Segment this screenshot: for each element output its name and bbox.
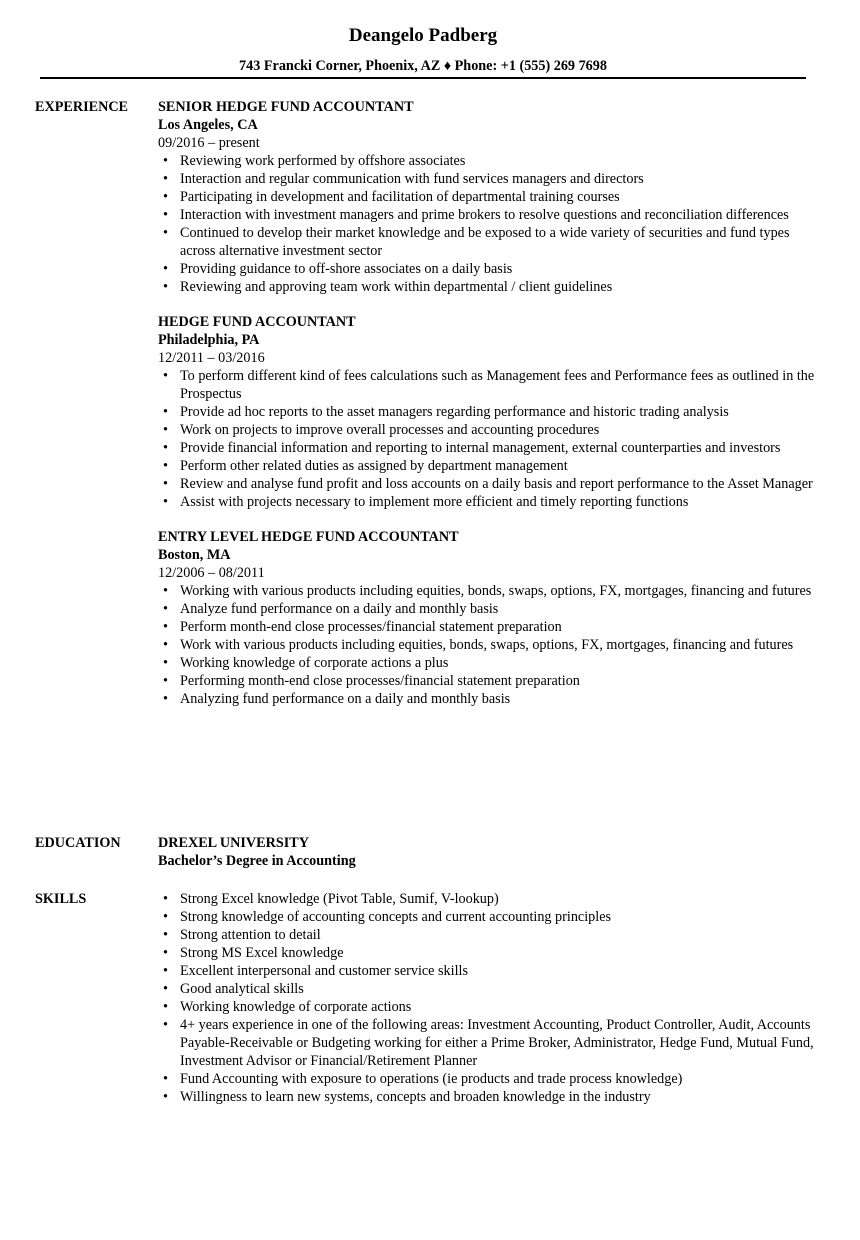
section-label-education: EDUCATION: [35, 835, 121, 851]
list-item: [158, 600, 818, 618]
bullet-icon: •: [163, 891, 168, 907]
school-name: DREXEL UNIVERSITY: [158, 835, 309, 851]
bullet-icon: •: [163, 207, 168, 223]
bullet-icon: •: [163, 655, 168, 671]
list-item-text: Participating in development and facilitation of departmental training courses: [180, 189, 620, 205]
job-bullets: [158, 367, 818, 511]
list-item-text: Analyze fund performance on a daily and monthly basis: [180, 601, 499, 617]
list-item-text: Working knowledge of corporate actions: [180, 999, 412, 1015]
bullet-icon: •: [163, 458, 168, 474]
bullet-icon: •: [163, 404, 168, 420]
bullet-icon: •: [163, 927, 168, 943]
list-item: [158, 1088, 818, 1106]
list-item: [158, 457, 818, 475]
list-item-text: Review and analyse fund profit and loss accounts on a daily basis and report performance to the Asset Manager: [180, 476, 813, 492]
list-item-text: Interaction and regular communication with fund services managers and directors: [180, 171, 644, 187]
bullet-icon: •: [163, 1017, 168, 1033]
degree: Bachelor’s Degree in Accounting: [158, 853, 356, 869]
job-location: Los Angeles, CA: [158, 117, 258, 133]
list-item: [158, 890, 818, 908]
list-item-text: Performing month-end close processes/financial statement preparation: [180, 673, 580, 689]
list-item-text: Strong Excel knowledge (Pivot Table, Sumif, V-lookup): [180, 891, 499, 907]
job-location: Boston, MA: [158, 547, 231, 563]
list-item: [158, 367, 818, 403]
bullet-icon: •: [163, 189, 168, 205]
candidate-name: Deangelo Padberg: [348, 25, 498, 46]
list-item-text: Perform other related duties as assigned by department management: [180, 458, 568, 474]
bullet-icon: •: [163, 637, 168, 653]
bullet-icon: •: [163, 619, 168, 635]
bullet-icon: •: [163, 999, 168, 1015]
list-item-text: Strong attention to detail: [180, 927, 321, 943]
job-title: ENTRY LEVEL HEDGE FUND ACCOUNTANT: [158, 529, 459, 545]
bullet-icon: •: [163, 1089, 168, 1105]
list-item: [158, 690, 818, 708]
list-item: [158, 908, 818, 926]
list-item: [158, 206, 818, 224]
job-dates: 09/2016 – present: [158, 135, 260, 151]
list-item: [158, 170, 818, 188]
list-item-text: Work with various products including equities, bonds, swaps, options, FX, mortgages, financing and futures: [180, 637, 794, 653]
list-item-text: Provide financial information and reporting to internal management, external counterparties and investors: [180, 440, 781, 456]
bullet-icon: •: [163, 601, 168, 617]
list-item: [158, 980, 818, 998]
bullet-icon: •: [163, 673, 168, 689]
list-item-text: Work on projects to improve overall processes and accounting procedures: [180, 422, 600, 438]
list-item: [158, 962, 818, 980]
job-title: SENIOR HEDGE FUND ACCOUNTANT: [158, 99, 414, 115]
list-item: [158, 260, 818, 278]
list-item-text: Continued to develop their market knowledge and be exposed to a wide variety of securities and fund types across alternative investment sector: [180, 225, 790, 259]
list-item: [158, 636, 818, 654]
list-item: [158, 421, 818, 439]
bullet-icon: •: [163, 981, 168, 997]
list-item-text: Reviewing and approving team work within departmental / client guidelines: [180, 279, 613, 295]
list-item: [158, 672, 818, 690]
list-item: [158, 926, 818, 944]
list-item: [158, 403, 818, 421]
skills-list: [158, 890, 818, 1106]
bullet-icon: •: [163, 153, 168, 169]
list-item: [158, 654, 818, 672]
list-item: [158, 278, 818, 296]
job-bullets: [158, 582, 818, 708]
job-entry: [158, 313, 818, 511]
list-item-text: Assist with projects necessary to implement more efficient and timely reporting functions: [180, 494, 689, 510]
experience-body: [158, 98, 818, 725]
job-dates: 12/2006 – 08/2011: [158, 565, 265, 581]
list-item-text: 4+ years experience in one of the following areas: Investment Accounting, Product Controller, Audit, Accounts Payable-Receivable or Budgeting working for either a Prime Broker, Administrator, Hedge Fund, Mutual Fund, Investment Advisor or Financial/Retirement Planner: [180, 1017, 814, 1069]
list-item-text: Interaction with investment managers and prime brokers to resolve questions and reconciliation differences: [180, 207, 789, 223]
list-item: [158, 475, 818, 493]
bullet-icon: •: [163, 494, 168, 510]
list-item: [158, 493, 818, 511]
list-item: [158, 439, 818, 457]
list-item-text: Strong MS Excel knowledge: [180, 945, 344, 961]
bullet-icon: •: [163, 422, 168, 438]
list-item-text: Analyzing fund performance on a daily and monthly basis: [180, 691, 511, 707]
list-item-text: Provide ad hoc reports to the asset managers regarding performance and historic trading analysis: [180, 404, 729, 420]
section-label-experience: EXPERIENCE: [35, 99, 129, 115]
skills-body: [158, 890, 818, 1106]
bullet-icon: •: [163, 225, 168, 241]
list-item: [158, 152, 818, 170]
resume-header: [0, 24, 846, 75]
bullet-icon: •: [163, 171, 168, 187]
list-item: [158, 1016, 818, 1070]
job-location: Philadelphia, PA: [158, 332, 260, 348]
list-item: [158, 188, 818, 206]
bullet-icon: •: [163, 945, 168, 961]
list-item-text: To perform different kind of fees calculations such as Management fees and Performance fees as outlined in the Prospectus: [180, 368, 815, 402]
job-title: HEDGE FUND ACCOUNTANT: [158, 314, 356, 330]
job-bullets: [158, 152, 818, 296]
list-item-text: Providing guidance to off-shore associates on a daily basis: [180, 261, 513, 277]
contact-line: 743 Francki Corner, Phoenix, AZ ♦ Phone: +1 (555) 269 7698: [239, 58, 607, 74]
job-entry: [158, 98, 818, 296]
bullet-icon: •: [163, 963, 168, 979]
list-item-text: Working with various products including equities, bonds, swaps, options, FX, mortgages, financing and futures: [180, 583, 812, 599]
bullet-icon: •: [163, 909, 168, 925]
education-body: [158, 834, 818, 870]
job-dates: 12/2011 – 03/2016: [158, 350, 265, 366]
list-item: [158, 618, 818, 636]
list-item-text: Working knowledge of corporate actions a plus: [180, 655, 449, 671]
list-item: [158, 944, 818, 962]
bullet-icon: •: [163, 583, 168, 599]
list-item-text: Reviewing work performed by offshore associates: [180, 153, 466, 169]
section-label-skills: SKILLS: [35, 891, 87, 907]
bullet-icon: •: [163, 476, 168, 492]
bullet-icon: •: [163, 279, 168, 295]
list-item-text: Fund Accounting with exposure to operations (ie products and trade process knowledge): [180, 1071, 683, 1087]
bullet-icon: •: [163, 691, 168, 707]
bullet-icon: •: [163, 440, 168, 456]
list-item-text: Willingness to learn new systems, concepts and broaden knowledge in the industry: [180, 1089, 651, 1105]
bullet-icon: •: [163, 261, 168, 277]
list-item-text: Excellent interpersonal and customer service skills: [180, 963, 468, 979]
list-item-text: Perform month-end close processes/financial statement preparation: [180, 619, 562, 635]
bullet-icon: •: [163, 1071, 168, 1087]
list-item-text: Good analytical skills: [180, 981, 304, 997]
header-divider: [40, 77, 806, 79]
list-item: [158, 998, 818, 1016]
bullet-icon: •: [163, 368, 168, 384]
list-item-text: Strong knowledge of accounting concepts and current accounting principles: [180, 909, 612, 925]
list-item: [158, 1070, 818, 1088]
list-item: [158, 224, 818, 260]
job-entry: [158, 528, 818, 708]
list-item: [158, 582, 818, 600]
